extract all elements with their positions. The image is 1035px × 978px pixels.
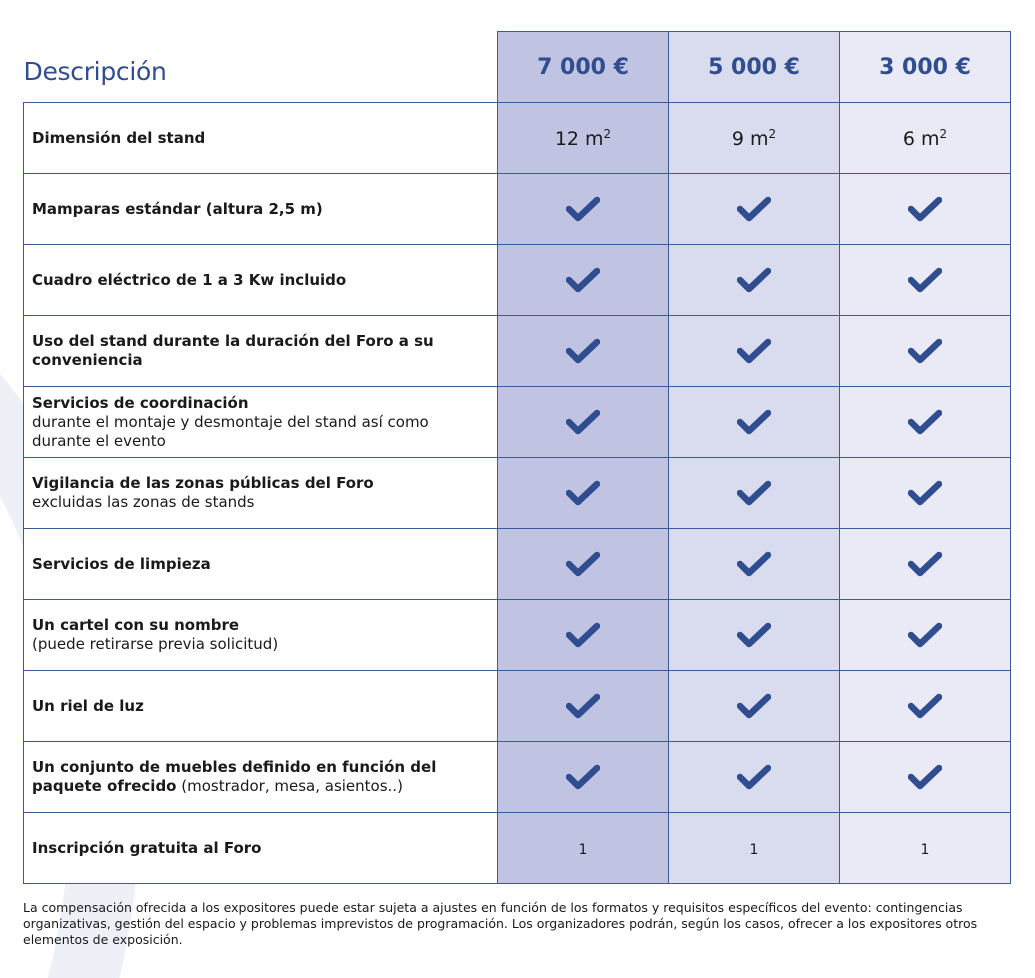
feature-cell bbox=[24, 742, 498, 813]
included-cell bbox=[840, 671, 1011, 742]
check-icon bbox=[908, 338, 942, 364]
included-cell bbox=[669, 600, 840, 671]
feature-title: Servicios de coordinación bbox=[32, 393, 249, 412]
stand-size-cell bbox=[669, 103, 840, 174]
feature-title: Uso del stand durante la duración del Foro a su conveniencia bbox=[32, 332, 434, 369]
registration-count-cell bbox=[669, 813, 840, 884]
table-row bbox=[24, 529, 1011, 600]
included-cell bbox=[498, 742, 669, 813]
feature-cell bbox=[24, 529, 498, 600]
check-icon bbox=[566, 409, 600, 435]
check-icon bbox=[566, 480, 600, 506]
table-row bbox=[24, 103, 1011, 174]
included-cell bbox=[840, 529, 1011, 600]
table-row bbox=[24, 245, 1011, 316]
feature-cell bbox=[24, 174, 498, 245]
registration-count: 1 bbox=[920, 841, 930, 858]
included-cell bbox=[498, 174, 669, 245]
included-cell bbox=[498, 316, 669, 387]
feature-title: Mamparas estándar (altura 2,5 m) bbox=[32, 199, 323, 218]
feature-title: Un cartel con su nombre bbox=[32, 616, 240, 634]
included-cell bbox=[669, 245, 840, 316]
square-superscript: 2 bbox=[939, 126, 948, 141]
included-cell bbox=[840, 600, 1011, 671]
check-icon bbox=[737, 196, 771, 222]
footnote: La compensación ofrecida a los expositores puede estar sujeta a ajustes en función de los formatos y requisitos específicos del evento: contingencias organizativas, gestión del espacio y problemas imprevistos de programación. Los organizadores podrán, según los casos, ofrecer a los expositores otros elementos de exposición. bbox=[23, 900, 978, 947]
feature-cell bbox=[24, 245, 498, 316]
check-icon bbox=[908, 551, 942, 577]
check-icon bbox=[737, 551, 771, 577]
included-cell bbox=[840, 387, 1011, 458]
included-cell bbox=[669, 174, 840, 245]
check-icon bbox=[908, 693, 942, 719]
check-icon bbox=[908, 764, 942, 790]
table-row bbox=[24, 316, 1011, 387]
check-icon bbox=[566, 764, 600, 790]
feature-detail: excluidas las zonas de stands bbox=[32, 493, 255, 511]
included-cell bbox=[840, 174, 1011, 245]
included-cell bbox=[498, 245, 669, 316]
included-cell bbox=[498, 529, 669, 600]
price-5000: 5 000 € bbox=[669, 32, 840, 103]
table-row bbox=[24, 458, 1011, 529]
check-icon bbox=[566, 622, 600, 648]
feature-cell bbox=[24, 103, 498, 174]
price-3000: 3 000 € bbox=[840, 32, 1011, 103]
included-cell bbox=[669, 458, 840, 529]
check-icon bbox=[737, 267, 771, 293]
feature-cell bbox=[24, 458, 498, 529]
check-icon bbox=[908, 409, 942, 435]
included-cell bbox=[840, 458, 1011, 529]
included-cell bbox=[498, 600, 669, 671]
feature-cell bbox=[24, 316, 498, 387]
table-row bbox=[24, 813, 1011, 884]
check-icon bbox=[566, 338, 600, 364]
included-cell bbox=[669, 742, 840, 813]
check-icon bbox=[737, 622, 771, 648]
table-row bbox=[24, 742, 1011, 813]
registration-count-cell bbox=[498, 813, 669, 884]
feature-title: Inscripción gratuita al Foro bbox=[32, 838, 262, 857]
feature-cell bbox=[24, 600, 498, 671]
included-cell bbox=[840, 316, 1011, 387]
feature-detail: durante el montaje y desmontaje del stand así como durante el evento bbox=[32, 412, 429, 450]
feature-cell bbox=[24, 671, 498, 742]
table-row bbox=[24, 671, 1011, 742]
stand-size-value: 12 m bbox=[554, 127, 604, 150]
included-cell bbox=[669, 387, 840, 458]
included-cell bbox=[840, 245, 1011, 316]
table-row bbox=[24, 387, 1011, 458]
included-cell bbox=[669, 316, 840, 387]
table-body bbox=[24, 103, 1011, 884]
stand-size-cell bbox=[840, 103, 1011, 174]
feature-title: Un riel de luz bbox=[32, 696, 144, 715]
description-heading: Descripción bbox=[24, 32, 498, 103]
registration-count: 1 bbox=[749, 841, 759, 858]
check-icon bbox=[737, 480, 771, 506]
stand-size-value: 6 m bbox=[902, 127, 940, 150]
feature-detail: (mostrador, mesa, asientos..) bbox=[176, 777, 403, 795]
square-superscript: 2 bbox=[768, 126, 777, 141]
stand-size bbox=[555, 128, 611, 150]
feature-title: Un conjunto de muebles definido en función del paquete ofrecido bbox=[32, 758, 437, 795]
table-row bbox=[24, 600, 1011, 671]
check-icon bbox=[737, 693, 771, 719]
feature-cell bbox=[24, 387, 498, 458]
check-icon bbox=[566, 551, 600, 577]
header-row bbox=[24, 32, 1011, 103]
check-icon bbox=[566, 196, 600, 222]
stand-size-value: 9 m bbox=[731, 127, 769, 150]
registration-count-cell bbox=[840, 813, 1011, 884]
check-icon bbox=[908, 196, 942, 222]
check-icon bbox=[566, 267, 600, 293]
check-icon bbox=[908, 480, 942, 506]
included-cell bbox=[669, 671, 840, 742]
table-row bbox=[24, 174, 1011, 245]
check-icon bbox=[566, 693, 600, 719]
included-cell bbox=[840, 742, 1011, 813]
stand-size bbox=[732, 128, 776, 150]
stand-size-cell bbox=[498, 103, 669, 174]
feature-title: Dimensión del stand bbox=[32, 128, 206, 147]
stand-size bbox=[903, 128, 947, 150]
check-icon bbox=[737, 409, 771, 435]
included-cell bbox=[498, 671, 669, 742]
included-cell bbox=[669, 529, 840, 600]
feature-cell bbox=[24, 813, 498, 884]
check-icon bbox=[737, 338, 771, 364]
pricing-table bbox=[23, 31, 1011, 884]
square-superscript: 2 bbox=[603, 126, 612, 141]
feature-title: Vigilancia de las zonas públicas del Foro bbox=[32, 474, 374, 492]
price-7000: 7 000 € bbox=[498, 32, 669, 103]
included-cell bbox=[498, 387, 669, 458]
check-icon bbox=[737, 764, 771, 790]
feature-title: Servicios de limpieza bbox=[32, 554, 211, 573]
included-cell bbox=[498, 458, 669, 529]
check-icon bbox=[908, 622, 942, 648]
registration-count: 1 bbox=[578, 841, 588, 858]
feature-title: Cuadro eléctrico de 1 a 3 Kw incluido bbox=[32, 270, 347, 289]
check-icon bbox=[908, 267, 942, 293]
feature-detail: (puede retirarse previa solicitud) bbox=[32, 635, 279, 653]
